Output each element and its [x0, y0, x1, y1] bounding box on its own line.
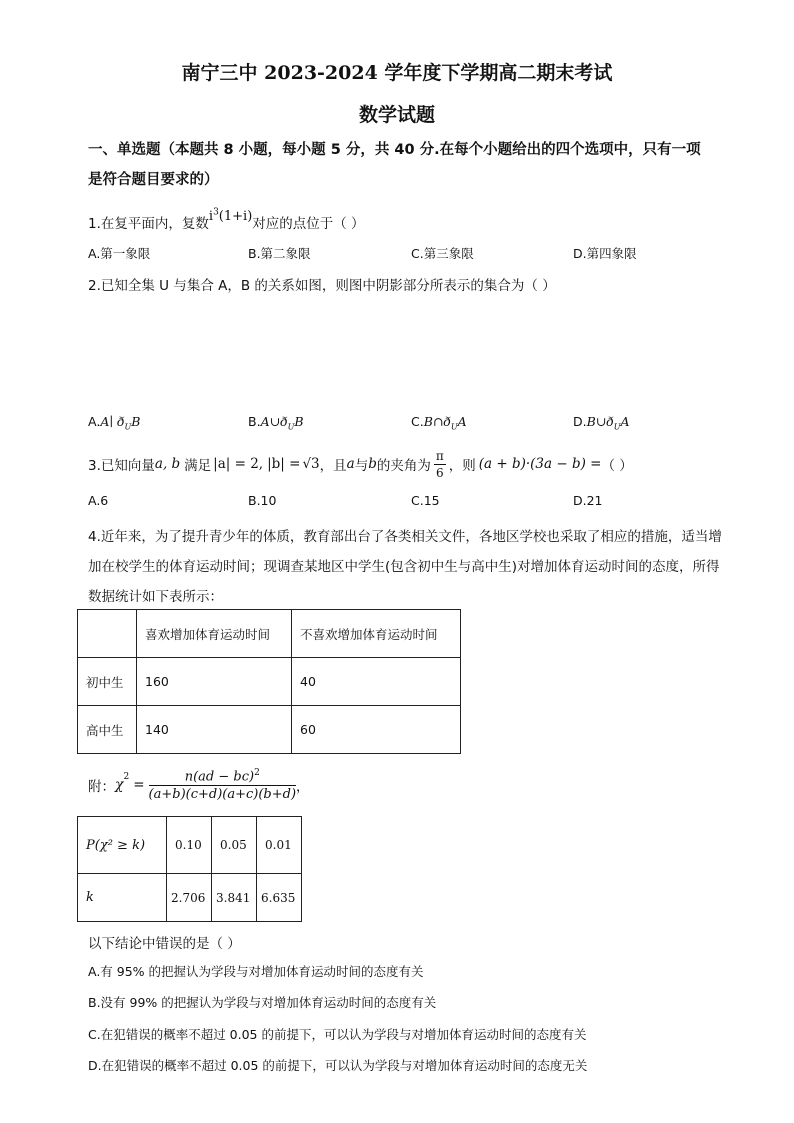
q3-six: 6	[435, 465, 444, 480]
table-row	[78, 706, 461, 754]
question-2-stem: 2.已知全集 U 与集合 A，B 的关系如图，则图中阴影部分所表示的集合为（ ）	[88, 278, 556, 294]
exam-title: 南宁三中 2023-2024 学年度下学期高二期末考试	[181, 62, 613, 84]
survey-table-header-dislike: 不喜欢增加体育运动时间	[292, 610, 461, 658]
q1-prefix: 1.在复平面内，复数	[88, 216, 209, 232]
q3-vec-b: b	[368, 456, 377, 472]
chi-symbol: χ	[115, 777, 124, 793]
q2-option-c-label: C.	[411, 414, 424, 429]
chi-exponent: 2	[123, 772, 130, 782]
q2-option-b-sub: U	[287, 422, 295, 432]
q4-option-d: D.在犯错误的概率不超过 0.05 的前提下，可以认为学段与对增加体育运动时间的态度无关	[88, 1058, 588, 1073]
q4-option-c: C.在犯错误的概率不超过 0.05 的前提下，可以认为学段与对增加体育运动时间的态度有关	[88, 1027, 587, 1042]
crit-cell: 3.841	[212, 874, 257, 922]
crit-cell: 0.10	[167, 817, 212, 874]
formula-comma: ，	[296, 779, 310, 795]
q3-with: 与	[354, 458, 369, 474]
q1-option-c: C.第三象限	[411, 246, 474, 261]
question-3-stem	[88, 447, 633, 481]
survey-table-header-row	[78, 610, 461, 658]
q3-mid3: 的夹角为	[376, 458, 431, 474]
chi-square-formula	[88, 762, 310, 808]
q1-option-a: A.第一象限	[88, 246, 151, 261]
formula-fraction	[149, 768, 297, 802]
q1-option-b: B.第二象限	[248, 246, 311, 261]
q2-option-c	[411, 414, 467, 432]
survey-cell: 40	[292, 658, 461, 706]
q3-option-a: A.6	[88, 493, 109, 508]
survey-table-corner	[78, 610, 137, 658]
q2-option-a-expr: A∣ ð	[100, 414, 125, 429]
formula-equals: =	[133, 777, 145, 793]
formula-denominator: (a+b)(c+d)(a+c)(b+d)	[148, 787, 297, 803]
q2-option-b-expr: A∪ð	[260, 414, 288, 429]
q3-cond2: |b| =	[267, 456, 301, 472]
q3-cond1: |a| = 2,	[213, 456, 264, 472]
q3-vectors: a, b	[154, 456, 181, 472]
table-row	[78, 817, 302, 874]
q3-mid1: 满足	[184, 458, 212, 474]
table-row	[78, 874, 302, 922]
q3-expression: (a + b)·(3a − b) =	[478, 456, 602, 472]
q2-option-c-expr: B∩ð	[423, 414, 451, 429]
q1-formula-i: i	[208, 209, 214, 224]
q2-option-b-tail: B	[294, 414, 304, 429]
q2-option-a-label: A.	[88, 414, 101, 429]
q1-formula-paren: (1+i)	[218, 209, 253, 224]
q2-option-c-sub: U	[450, 422, 458, 432]
formula-label: 附：	[88, 779, 115, 795]
survey-row-label: 高中生	[78, 706, 137, 754]
formula-numerator	[149, 768, 297, 786]
q3-mid4: ，则	[448, 458, 476, 474]
q3-option-d: D.21	[573, 493, 603, 508]
q3-option-c: C.15	[411, 493, 440, 508]
question-4-line1: 4.近年来，为了提升青少年的体质，教育部出台了各类相关文件，各地区学校也采取了相应的措施，适当增	[88, 529, 722, 545]
q2-option-c-tail: A	[457, 414, 467, 429]
formula-numerator-text: n(ad − bc)	[184, 769, 255, 785]
q2-option-a	[88, 414, 140, 432]
q3-sqrt: √3	[302, 456, 320, 472]
q2-option-b-label: B.	[248, 414, 261, 429]
q3-option-b: B.10	[248, 493, 277, 508]
crit-row2-label: k	[78, 874, 167, 922]
crit-cell: 0.01	[257, 817, 302, 874]
exam-subtitle: 数学试题	[358, 104, 435, 126]
q2-option-d-expr: B∪ð	[586, 414, 614, 429]
table-row	[78, 658, 461, 706]
formula-numerator-exp: 2	[254, 767, 260, 778]
question-4-line2: 加在校学生的体育运动时间；现调查某地区中学生(包含初中生与高中生)对增加体育运动时间的态度，所得	[88, 559, 720, 575]
q2-option-d-sub: U	[613, 422, 621, 432]
q1-formula	[209, 209, 252, 224]
q2-option-d-tail: A	[620, 414, 630, 429]
survey-cell: 60	[292, 706, 461, 754]
q3-angle-fraction	[434, 449, 446, 480]
survey-table	[77, 609, 461, 754]
section-heading-line1: 一、单选题（本题共 8 小题，每小题 5 分，共 40 分.在每个小题给出的四个选项中，只有一项	[88, 142, 701, 158]
q2-option-b	[248, 414, 304, 432]
crit-cell: 0.05	[212, 817, 257, 874]
q3-tail: （ ）	[601, 458, 633, 474]
crit-cell: 6.635	[257, 874, 302, 922]
question-4-prompt: 以下结论中错误的是（ ）	[88, 936, 241, 952]
crit-cell: 2.706	[167, 874, 212, 922]
question-4-line3: 数据统计如下表所示：	[88, 589, 223, 605]
critical-value-table	[77, 816, 302, 922]
q4-option-a: A.有 95% 的把握认为学段与对增加体育运动时间的态度有关	[88, 964, 424, 979]
q3-mid2: ，且	[319, 458, 347, 474]
q3-vec-a: a	[346, 456, 355, 472]
question-1-stem	[88, 207, 365, 232]
crit-row1-label: P(χ² ≥ k)	[78, 817, 167, 874]
survey-row-label: 初中生	[78, 658, 137, 706]
q1-option-d: D.第四象限	[573, 246, 637, 261]
q2-option-d	[573, 414, 630, 432]
q1-formula-exp: 3	[213, 207, 219, 218]
q3-prefix: 3.已知向量	[88, 458, 155, 474]
q3-pi: π	[435, 448, 444, 463]
q1-suffix: 对应的点位于（ ）	[252, 216, 365, 232]
survey-cell: 160	[137, 658, 292, 706]
section-heading-line2: 是符合题目要求的）	[88, 172, 219, 188]
q2-option-d-label: D.	[573, 414, 587, 429]
q2-option-a-tail: B	[131, 414, 141, 429]
q2-option-a-sub: U	[124, 422, 132, 432]
q4-option-b: B.没有 99% 的把握认为学段与对增加体育运动时间的态度有关	[88, 995, 437, 1010]
survey-cell: 140	[137, 706, 292, 754]
survey-table-header-like: 喜欢增加体育运动时间	[137, 610, 292, 658]
